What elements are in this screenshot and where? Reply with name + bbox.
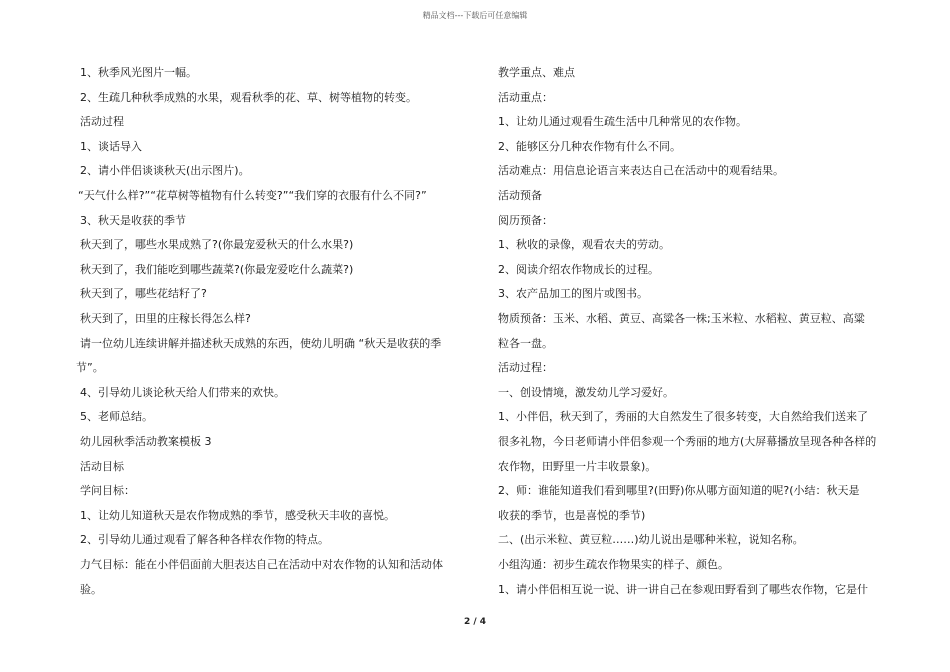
text-line: 1、秋收的录像，观看农夫的劳动。 [498,238,670,252]
page-header: 精品文档---下载后可任意编辑 [422,11,528,20]
text-line: 请一位幼儿连续讲解并描述秋天成熟的东西，使幼儿明确 “秋天是收获的季 [80,336,442,350]
text-line: 3、农产品加工的图片或图书。 [498,287,648,301]
text-line: 2、师：谁能知道我们看到哪里?(田野)你从哪方面知道的呢?(小结：秋天是 [498,484,860,498]
text-line: 粒各一盘。 [498,336,553,350]
text-line: 2、阅读介绍农作物成长的过程。 [498,262,659,276]
text-line: 5、老师总结。 [80,410,153,424]
text-line: 活动难点：用信息论语言来表达自己在活动中的观看结果。 [498,164,784,178]
text-line: 1、让幼儿知道秋天是农作物成熟的季节，感受秋天丰收的喜悦。 [80,508,395,522]
text-line: 幼儿园秋季活动教案模板 3 [80,435,212,448]
text-line: 活动过程： [498,361,553,375]
text-line: 活动重点： [498,90,553,104]
text-line: 2、能够区分几种农作物有什么不同。 [498,139,681,153]
text-line: 活动过程 [80,115,124,129]
text-line: 2、请小伴侣谈谈秋天(出示图片)。 [80,164,250,178]
text-line: 秋天到了，哪些花结籽了? [80,287,207,301]
text-line: 2、引导幼儿通过观看了解各种各样农作物的特点。 [80,533,329,547]
text-line: 1、秋季风光图片一幅。 [80,66,197,79]
text-line: 力气目标：能在小伴侣面前大胆表达自己在活动中对农作物的认知和活动体 [80,558,443,571]
text-line: 1、谈话导入 [80,139,142,153]
text-line: 物质预备：玉米、水稻、黄豆、高粱各一株;玉米粒、水稻粒、黄豆粒、高粱 [498,312,865,325]
text-line: 1、小伴侣，秋天到了，秀丽的大自然发生了很多转变，大自然给我们送来了 [498,410,868,424]
text-line: 1、请小伴侣相互说一说、讲一讲自己在参观田野看到了哪些农作物，它是什 [498,582,868,596]
text-line: 阅历预备： [498,213,553,227]
text-line: 活动目标 [80,459,124,473]
text-line: 1、让幼儿通过观看生疏生活中几种常见的农作物。 [498,115,747,129]
text-line: 节”。 [76,361,104,375]
text-line: 秋天到了，我们能吃到哪些蔬菜?(你最宠爱吃什么蔬菜?) [80,262,354,276]
text-line: 2、生疏几种秋季成熟的水果，观看秋季的花、草、树等植物的转变。 [80,90,417,104]
text-line: 小组沟通：初步生疏农作物果实的样子、颜色。 [498,558,729,571]
text-line: 很多礼物，今日老师请小伴侣参观一个秀丽的地方(大屏幕播放呈现各种各样的 [498,435,877,448]
page-number: 2 / 4 [463,617,487,627]
text-line: 教学重点、难点 [498,66,575,79]
text-line: 4、引导幼儿谈论秋天给人们带来的欢快。 [80,385,285,399]
text-line: 秋天到了，田里的庄稼长得怎么样? [80,312,251,325]
text-line: 农作物，田野里一片丰收景象)。 [498,459,657,473]
text-line: 二、(出示米粒、黄豆粒……)幼儿说出是哪种米粒，说知名称。 [498,533,804,547]
text-line: 活动预备 [498,189,542,202]
text-line: 验。 [80,582,102,596]
text-line: 一、创设情境，激发幼儿学习爱好。 [498,385,674,399]
text-line: 秋天到了，哪些水果成熟了?(你最宠爱秋天的什么水果?) [80,238,354,252]
text-line: 学问目标： [80,484,135,498]
text-line: 3、秋天是收获的季节 [80,213,186,227]
text-line: 收获的季节，也是喜悦的季节) [498,508,646,522]
text-line: “天气什么样?”“花草树等植物有什么转变?”“我们穿的衣服有什么不同?” [78,189,427,202]
